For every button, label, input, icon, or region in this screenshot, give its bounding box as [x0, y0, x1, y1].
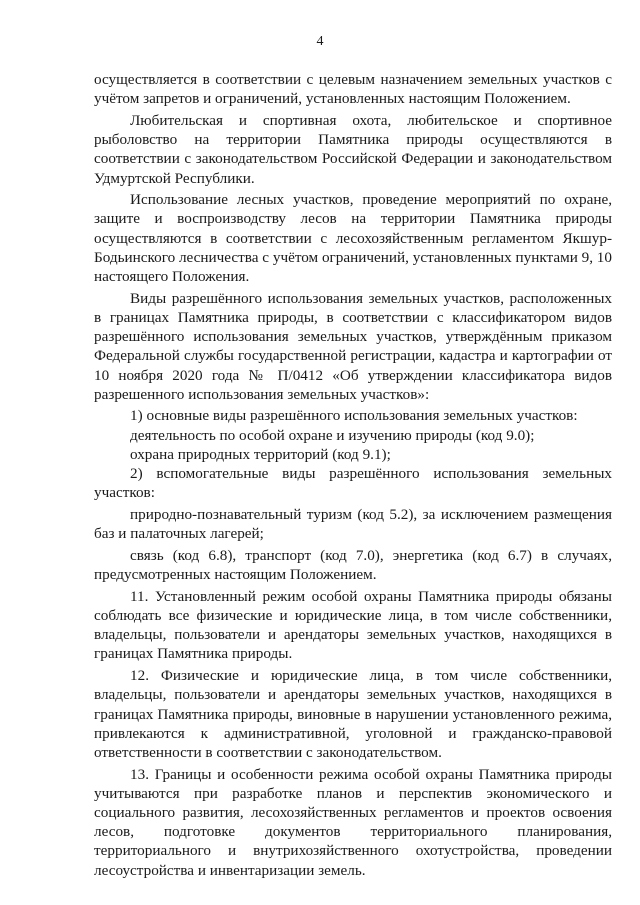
- list-item-code-9-1: охрана природных территорий (код 9.1);: [130, 445, 391, 463]
- paragraph-hunting-fishing: Любительская и спортивная охота, любительское и спортивное рыболовство на территории Памятника природы осуществляются в соответствии с законодательством Российской Федерации и законодательством Удмуртской Республики.: [94, 111, 612, 187]
- list-item-code-9-0: деятельность по особой охране и изучению природы (код 9.0);: [130, 426, 535, 444]
- paragraph-clause-13: 13. Границы и особенности режима особой охраны Памятника природы учитываются при разработке планов и перспектив экономического и социального развития, лесохозяйственных регламентов и проектов освоения лесов, подготовке документов территориального планирования, территориального и внутрихозяйственного охотустройства, проведении лесоустройства и инвентаризации земель.: [94, 765, 612, 879]
- document-body: [94, 70, 612, 882]
- paragraph-continuation: осуществляется в соответствии с целевым назначением земельных участков с учётом запретов и ограничений, установленных настоящим Положением.: [94, 71, 612, 108]
- list-item-code-5-2: природно-познавательный туризм (код 5.2), за исключением размещения баз и палаточных лагерей;: [94, 505, 612, 543]
- page-number: 4: [316, 34, 324, 49]
- paragraph-forest-use: Использование лесных участков, проведение мероприятий по охране, защите и воспроизводству лесов на территории Памятника природы осуществляются в соответствии с лесохозяйственным регламентом Якшур-Бодьинского лесничества с учётом ограничений, установленных пунктами 9, 10 настоящего Положения.: [94, 191, 612, 286]
- list-item-auxiliary-uses: 2) вспомогательные виды разрешённого использования земельных участков:: [94, 465, 612, 502]
- list-item-main-uses: 1) основные виды разрешённого использования земельных участков:: [130, 407, 578, 425]
- list-item-codes-6-8-7-0-6-7: связь (код 6.8), транспорт (код 7.0), энергетика (код 6.7) в случаях, предусмотренных настоящим Положением.: [94, 546, 612, 584]
- paragraph-clause-11: 11. Установленный режим особой охраны Памятника природы обязаны соблюдать все физические и юридические лица, в том числе собственники, владельцы, пользователи и арендаторы земельных участков, находящихся в границах Памятника природы.: [94, 587, 612, 663]
- paragraph-permitted-use: Виды разрешённого использования земельных участков, расположенных в границах Памятника природы, в соответствии с классификатором видов разрешённого использования земельных участков, утверждённым приказом Федеральной службы государственной регистрации, кадастра и картографии от 10 ноября 2020 года № П/0412 «Об утверждении классификатора видов разрешенного использования земельных участков»:: [94, 289, 612, 403]
- paragraph-clause-12: 12. Физические и юридические лица, в том числе собственники, владельцы, пользователи и арендаторы земельных участков, находящихся в границах Памятника природы, виновные в нарушении установленного режима, привлекаются к административной, уголовной и гражданско-правовой ответственности в соответствии с законодательством.: [94, 667, 612, 761]
